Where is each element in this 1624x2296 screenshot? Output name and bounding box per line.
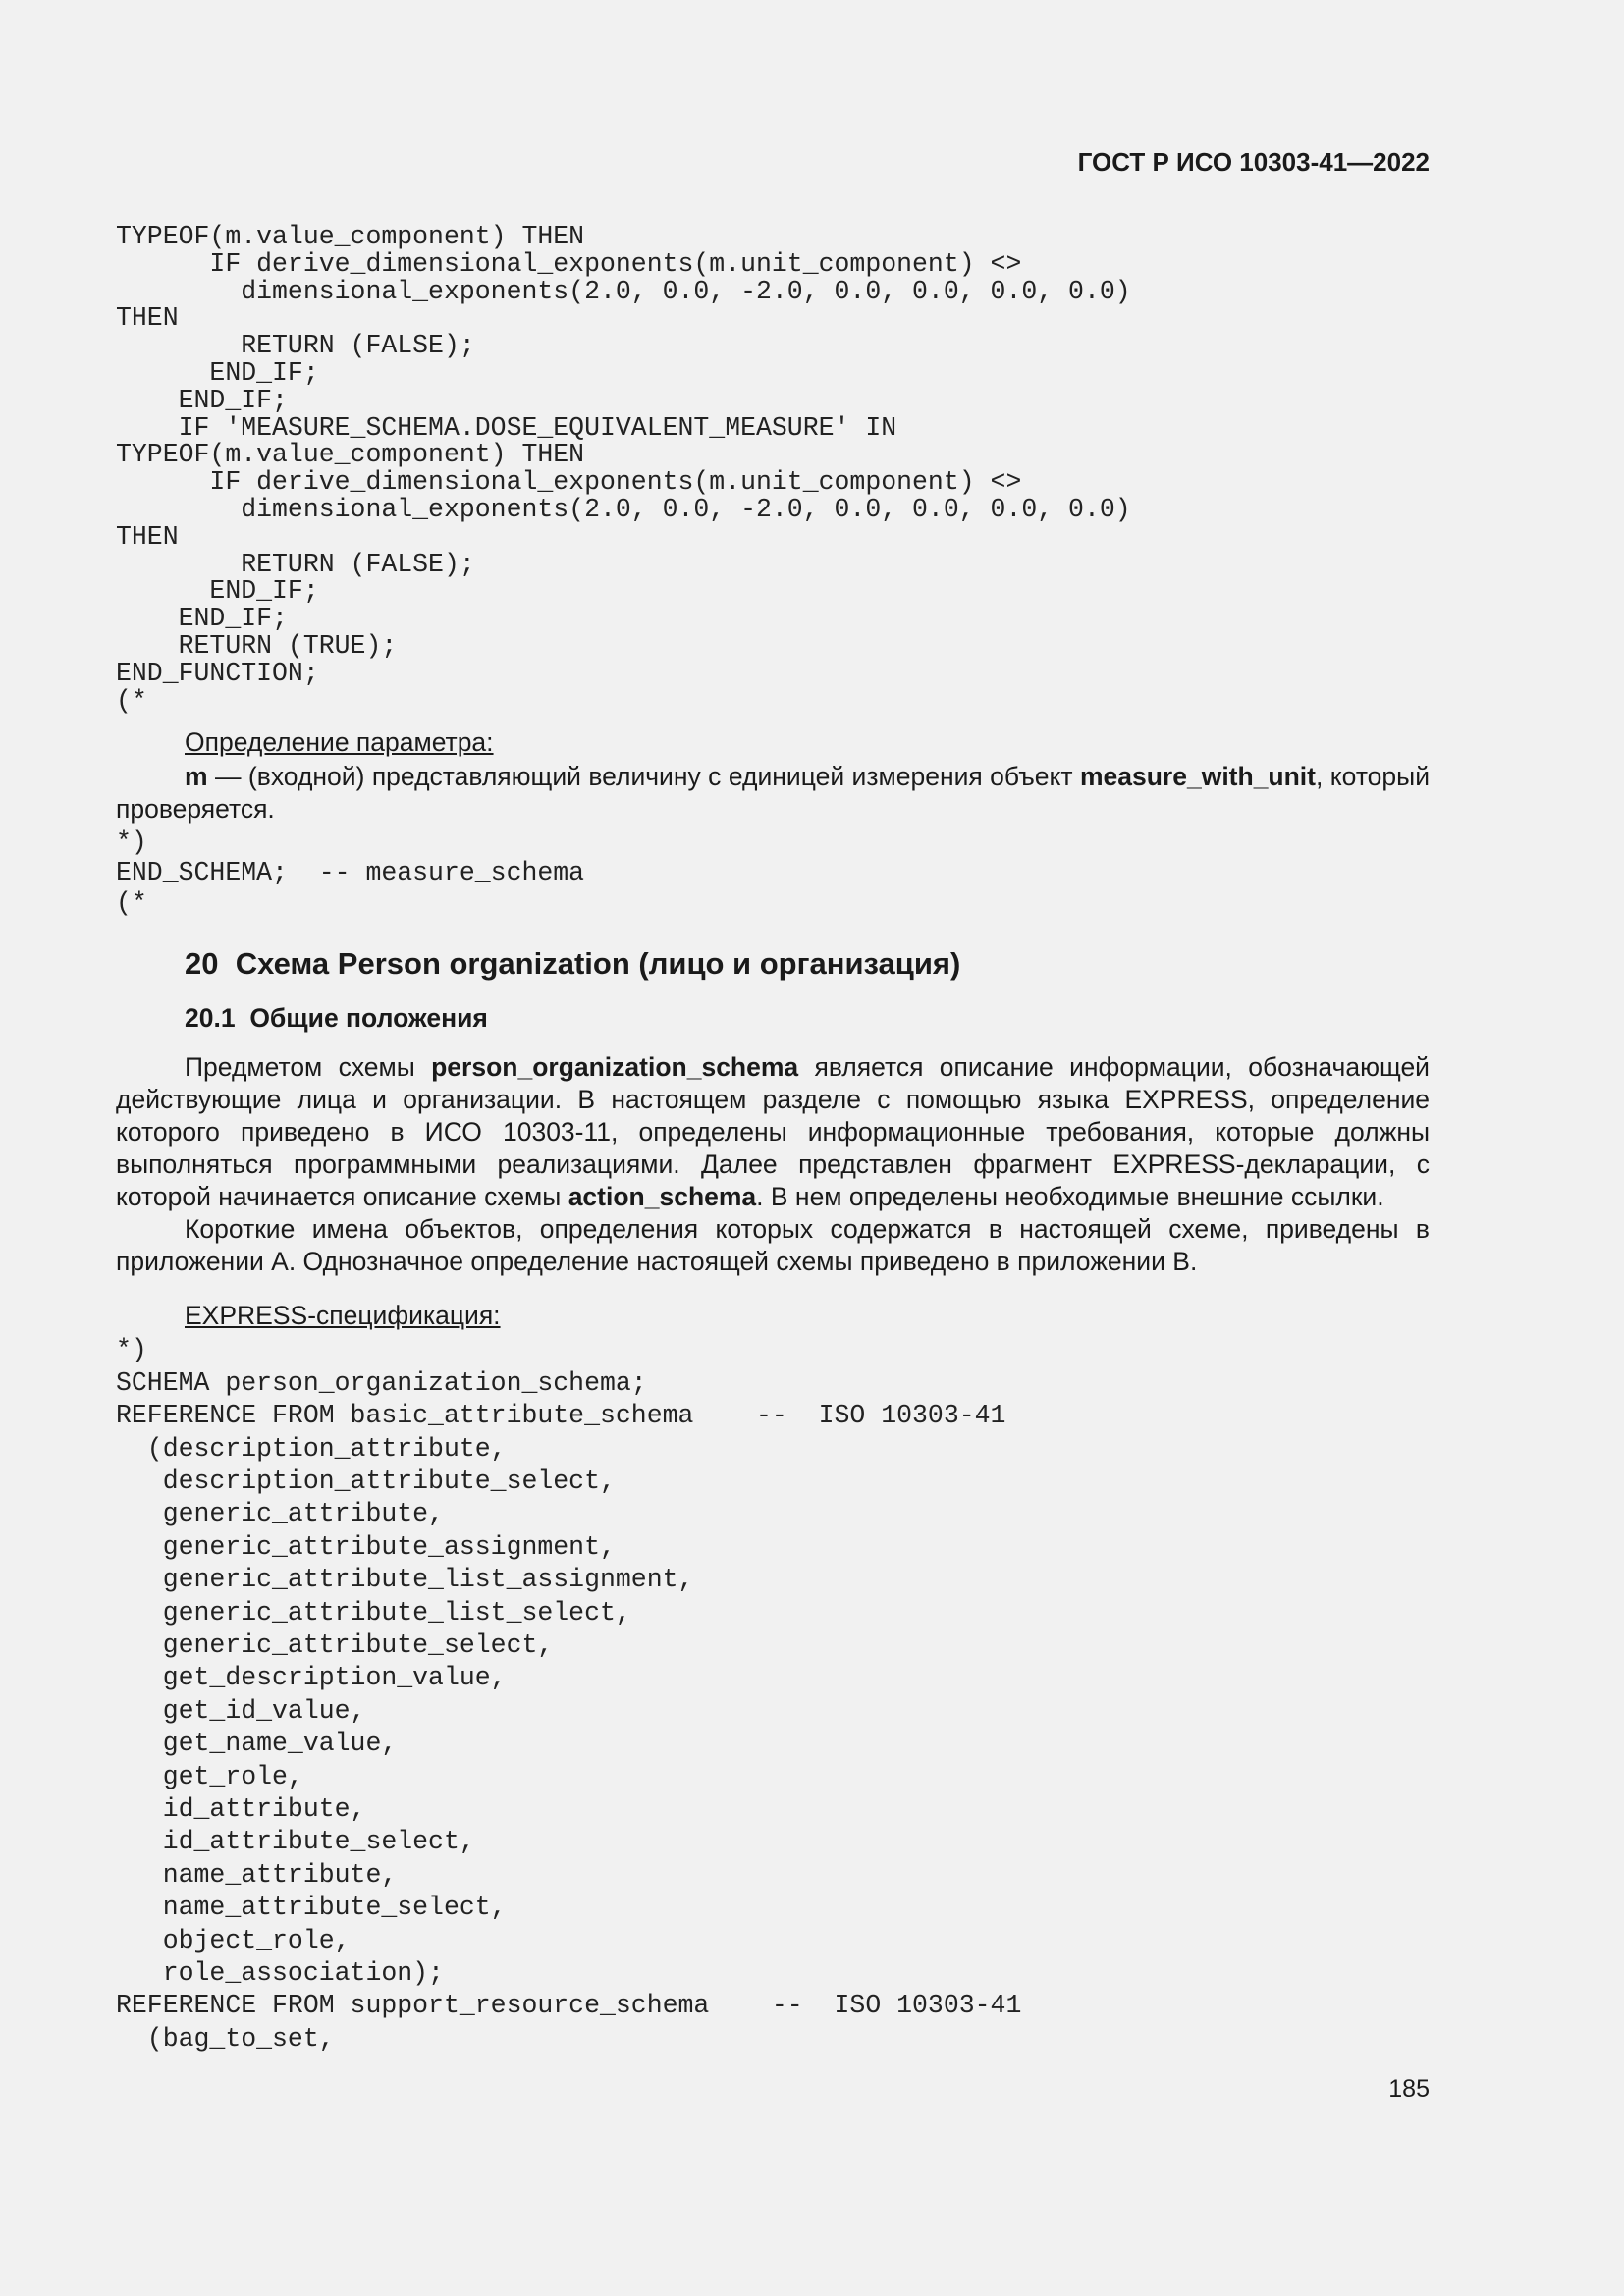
param-def-text-a: — (входной) представляющий величину с единицей измерения объект — [207, 762, 1080, 792]
intro-paragraph — [116, 1051, 1430, 1213]
subsection-heading — [116, 1003, 1430, 1034]
section-heading — [116, 946, 1430, 982]
param-def-text — [116, 761, 1430, 826]
param-def-heading-text: Определение параметра: — [185, 727, 494, 758]
express-spec-label — [116, 1300, 1430, 1332]
subsection-title: Общие положения — [249, 1003, 488, 1034]
intro-action-schema: action_schema — [568, 1182, 757, 1212]
intro-text-3: . В нем определены необходимые внешние ссылки. — [756, 1182, 1384, 1212]
page-content — [116, 224, 1430, 2056]
express-spec-label-text: EXPRESS-спецификация: — [185, 1301, 501, 1331]
param-term: m — [185, 762, 208, 792]
section-title: Схема Person organization (лицо и организация) — [235, 946, 961, 982]
param-def-bold: measure_with_unit — [1079, 762, 1316, 792]
code-block-function-end: TYPEOF(m.value_component) THEN IF derive_dimensional_exponents(m.unit_component) <> dimensional_exponents(2.0, 0.0, -2.0, 0.0, 0.0, 0.0, 0.0) THEN RETURN (FALSE); END_IF; END_IF; IF 'MEASURE_SCHEMA.DOSE_EQUIVALENT_MEASURE' IN TYPEOF(m.value_component) THEN IF derive_dimensional_exponents(m.unit_component) <> dimensional_exponents(2.0, 0.0, -2.0, 0.0, 0.0, 0.0, 0.0) THEN RETURN (FALSE); END_IF; END_IF; RETURN (TRUE); END_FUNCTION; (* — [116, 222, 1131, 716]
param-def-heading — [116, 726, 1430, 759]
code-block-schema-references: *) SCHEMA person_organization_schema; REFERENCE FROM basic_attribute_schema -- ISO 10303-41 (description_attribute, description_attribute_select, generic_attribute, generic_attribute_assignment, generic_attribute_list_assignment, generic_attribute_list_select, generic_attribute_select, get_description_value, get_id_value, get_name_value, get_role, id_attribute, id_attribute_select, name_attribute, name_attribute_select, object_role, role_association); REFERENCE FROM support_resource_schema -- ISO 10303-41 (bag_to_set, — [116, 1335, 1022, 2054]
section-number: 20 — [185, 946, 219, 982]
subsection-number: 20.1 — [185, 1003, 236, 1034]
page-number: 185 — [1388, 2075, 1430, 2103]
intro-text-1: Предметом схемы — [185, 1052, 432, 1083]
code-block-end-schema: *) END_SCHEMA; -- measure_schema (* — [116, 828, 585, 919]
intro-schema-name: person_organization_schema — [431, 1052, 799, 1083]
intro-text-2: является описание информации, обозначающей действующие лица и организации. В настоящем разделе с помощью языка EXPRESS, определение которого приведено в ИСО 10303-11, определены информационные требования, которые должны выполняться программными реализациями. Далее представлен фрагмент EXPRESS-декларации, с которой начинается описание схемы — [116, 1052, 1430, 1212]
short-names-paragraph: Короткие имена объектов, определения которых содержатся в настоящей схеме, приведены в приложении А. Однозначное определение настоящей схемы приведено в приложении В. — [116, 1214, 1430, 1277]
document-header: ГОСТ Р ИСО 10303-41—2022 — [1077, 147, 1430, 177]
param-def-text-b: , который проверяется. — [116, 762, 1430, 825]
